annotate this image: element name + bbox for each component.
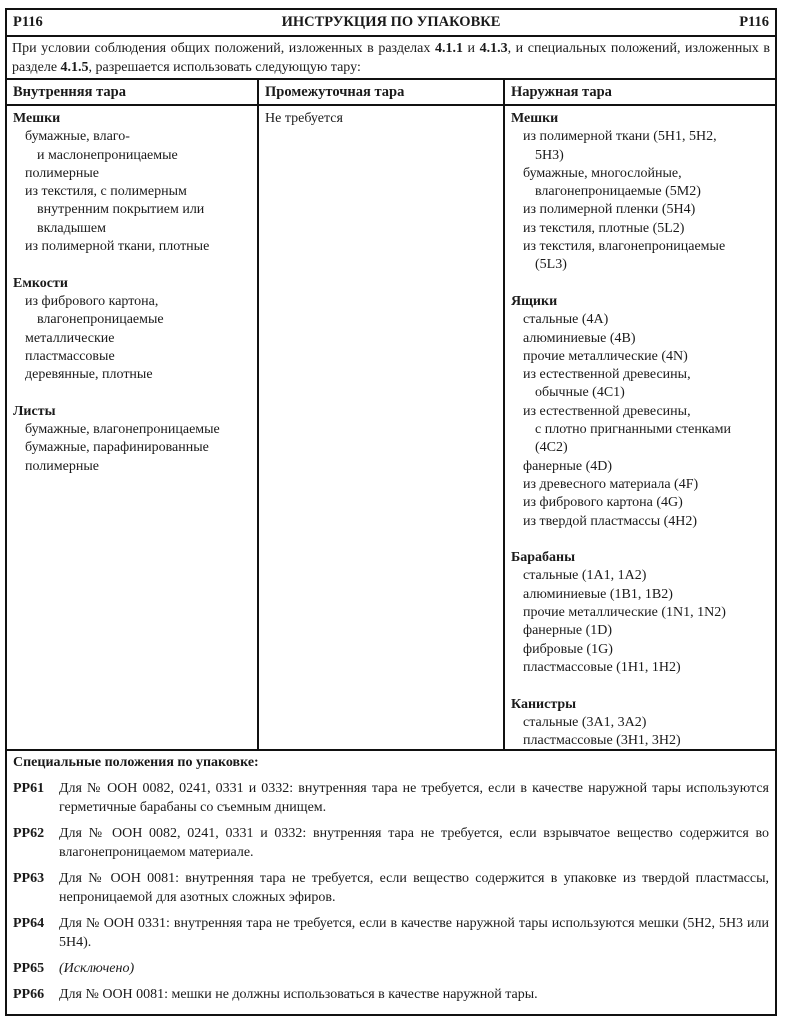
item-text: из фибрового картона (4G)	[523, 495, 683, 511]
list-item	[13, 183, 253, 238]
inner-packaging-cell	[7, 106, 259, 749]
list-item	[511, 494, 771, 512]
group-spacer	[511, 531, 771, 549]
list-item	[13, 421, 253, 439]
page-title: ИНСТРУКЦИЯ ПО УПАКОВКЕ	[281, 14, 501, 30]
list-item	[13, 439, 253, 457]
item-text: из естественной древесины,	[523, 403, 691, 419]
item-text: из полимерной ткани, плотные	[25, 239, 210, 255]
special-provisions	[7, 751, 775, 1014]
provision-code: PP63	[13, 871, 45, 886]
item-text: пластмассовые (3H1, 3H2)	[523, 733, 681, 749]
item-text-continuation: и маслонепроницаемые	[37, 147, 178, 163]
intro-text: , и специальных положений, изложенных в разделе	[12, 41, 770, 75]
special-provisions-title: Специальные положения по упаковке:	[13, 755, 259, 770]
group-title: Мешки	[13, 111, 61, 126]
group-spacer	[13, 256, 253, 274]
item-text-continuation: с плотно пригнанными стенками	[535, 422, 731, 438]
item-text: фанерные (4D)	[523, 458, 613, 474]
instruction-code-right: P116	[739, 14, 769, 30]
list-item	[511, 567, 771, 585]
list-item	[511, 714, 771, 732]
item-text: деревянные, плотные	[25, 367, 153, 383]
item-text: стальные (3A1, 3A2)	[523, 714, 647, 730]
intro-paragraph	[7, 37, 775, 80]
list-item	[511, 513, 771, 531]
column-header-row	[7, 80, 775, 106]
item-text: стальные (4A)	[523, 312, 609, 328]
section-ref: 4.1.1	[434, 41, 463, 56]
list-item	[13, 238, 253, 256]
group-title: Барабаны	[511, 550, 576, 566]
list-item	[511, 586, 771, 604]
item-text: бумажные, парафинированные	[25, 440, 209, 456]
list-item	[511, 201, 771, 219]
item-text: из текстиля, с полимерным	[25, 184, 187, 200]
intro-text: и	[462, 41, 480, 56]
outer-packaging-cell	[505, 106, 775, 749]
list-item	[511, 311, 771, 329]
group-title: Ящики	[511, 293, 558, 309]
packaging-body-row	[7, 106, 775, 751]
section-ref: 4.1.3	[479, 41, 508, 56]
column-header-inner: Внутренняя тара	[7, 80, 259, 104]
item-text: стальные (1A1, 1A2)	[523, 568, 647, 584]
list-item	[13, 348, 253, 366]
intro-text: При условии соблюдения общих положений, изложенных в разделах	[12, 41, 435, 56]
group-title: Мешки	[511, 111, 559, 126]
list-item	[13, 330, 253, 348]
provision-pp63	[13, 869, 769, 907]
list-item	[511, 476, 771, 494]
provision-text: Для № ООН 0081: внутренняя тара не требуется, если вещество содержится в упаковке из твердой пластмассы, непроницаемой для азотных сложных эфиров.	[59, 871, 769, 905]
item-text: прочие металлические (4N)	[523, 348, 688, 364]
provision-pp61	[13, 779, 769, 817]
group-title: Емкости	[13, 275, 68, 291]
list-item	[511, 165, 771, 202]
item-text: прочие металлические (1N1, 1N2)	[523, 605, 726, 621]
provision-code: PP65	[13, 961, 45, 976]
list-item	[13, 366, 253, 384]
item-text-continuation: влагонепроницаемые	[37, 312, 164, 328]
group-spacer	[511, 677, 771, 695]
list-item	[13, 293, 253, 330]
column-header-intermediate: Промежуточная тара	[259, 80, 505, 104]
provision-pp64	[13, 914, 769, 952]
item-text-continuation: 5H3)	[535, 147, 564, 163]
list-item	[511, 732, 771, 750]
list-item	[511, 128, 771, 165]
item-text: металлические	[25, 330, 115, 346]
provision-code: PP66	[13, 987, 45, 1002]
list-item	[511, 220, 771, 238]
provision-text: Для № ООН 0082, 0241, 0331 и 0332: внутренняя тара не требуется, если в качестве наружной тары используются герметичные барабаны со съемным днищем.	[59, 781, 769, 815]
list-item	[511, 622, 771, 640]
item-text: из твердой пластмассы (4H2)	[523, 513, 698, 529]
list-item	[511, 458, 771, 476]
provision-list	[13, 779, 769, 1004]
item-text: из древесного материала (4F)	[523, 476, 699, 492]
list-item	[13, 458, 253, 476]
list-item	[511, 604, 771, 622]
item-text: полимерные	[25, 458, 99, 474]
intermediate-text: Не требуется	[265, 111, 343, 126]
item-text: пластмассовые	[25, 348, 115, 364]
packing-instruction-table	[5, 8, 777, 1016]
provision-text: Для № ООН 0081: мешки не должны использоваться в качестве наружной тары.	[59, 987, 538, 1002]
group-title: Листы	[13, 403, 56, 419]
section-ref: 4.1.5	[60, 59, 89, 75]
group-title: Канистры	[511, 696, 577, 712]
item-text: фанерные (1D)	[523, 623, 613, 639]
list-item	[511, 330, 771, 348]
item-text-continuation: (4C2)	[535, 440, 568, 456]
provision-code: PP64	[13, 916, 45, 931]
item-text: пластмассовые (1H1, 1H2)	[523, 659, 681, 675]
list-item	[13, 165, 253, 183]
provision-text: (Исключено)	[59, 961, 135, 976]
title-row	[7, 10, 775, 37]
item-text: полимерные	[25, 165, 99, 181]
list-item	[511, 641, 771, 659]
intermediate-packaging-cell	[259, 106, 505, 749]
list-item	[511, 659, 771, 677]
list-item	[13, 128, 253, 165]
group-spacer	[511, 275, 771, 293]
item-text: бумажные, многослойные,	[523, 165, 682, 181]
column-header-outer: Наружная тара	[511, 84, 612, 100]
item-text-continuation: внутренним покрытием или	[37, 202, 205, 218]
provision-code: PP61	[13, 781, 45, 796]
item-text: бумажные, влаго-	[25, 129, 130, 145]
item-text-continuation: вкладышем	[37, 220, 106, 236]
item-text: из текстиля, плотные (5L2)	[523, 220, 685, 236]
provision-text: Для № ООН 0331: внутренняя тара не требуется, если в качестве наружной тары используются мешки (5H2, 5H3 или 5H4).	[59, 916, 769, 950]
provision-pp65	[13, 959, 769, 978]
item-text: из естественной древесины,	[523, 367, 691, 383]
list-item	[511, 348, 771, 366]
item-text: алюминиевые (4B)	[523, 330, 636, 346]
list-item	[511, 366, 771, 403]
provision-code: PP62	[13, 826, 45, 841]
item-text: бумажные, влагонепроницаемые	[25, 422, 220, 438]
item-text: алюминиевые (1B1, 1B2)	[523, 586, 673, 602]
list-item	[511, 403, 771, 458]
item-text: из фибрового картона,	[25, 293, 159, 309]
group-spacer	[13, 384, 253, 402]
intro-text: , разрешается использовать следующую тару:	[88, 59, 361, 75]
item-text: из текстиля, влагонепроницаемые	[523, 239, 726, 255]
provision-text: Для № ООН 0082, 0241, 0331 и 0332: внутренняя тара не требуется, если взрывчатое вещество содержится во влагонепроницаемом материале.	[59, 826, 769, 860]
item-text: из полимерной пленки (5H4)	[523, 202, 696, 218]
item-text: фибровые (1G)	[523, 641, 613, 657]
item-text: из полимерной ткани (5H1, 5H2,	[523, 129, 717, 145]
instruction-code-left: P116	[13, 14, 43, 30]
item-text-continuation: обычные (4C1)	[535, 385, 625, 401]
item-text-continuation: (5L3)	[535, 257, 567, 273]
provision-pp66	[13, 985, 769, 1004]
item-text-continuation: влагонепроницаемые (5M2)	[535, 184, 701, 200]
provision-pp62	[13, 824, 769, 862]
list-item	[511, 238, 771, 275]
